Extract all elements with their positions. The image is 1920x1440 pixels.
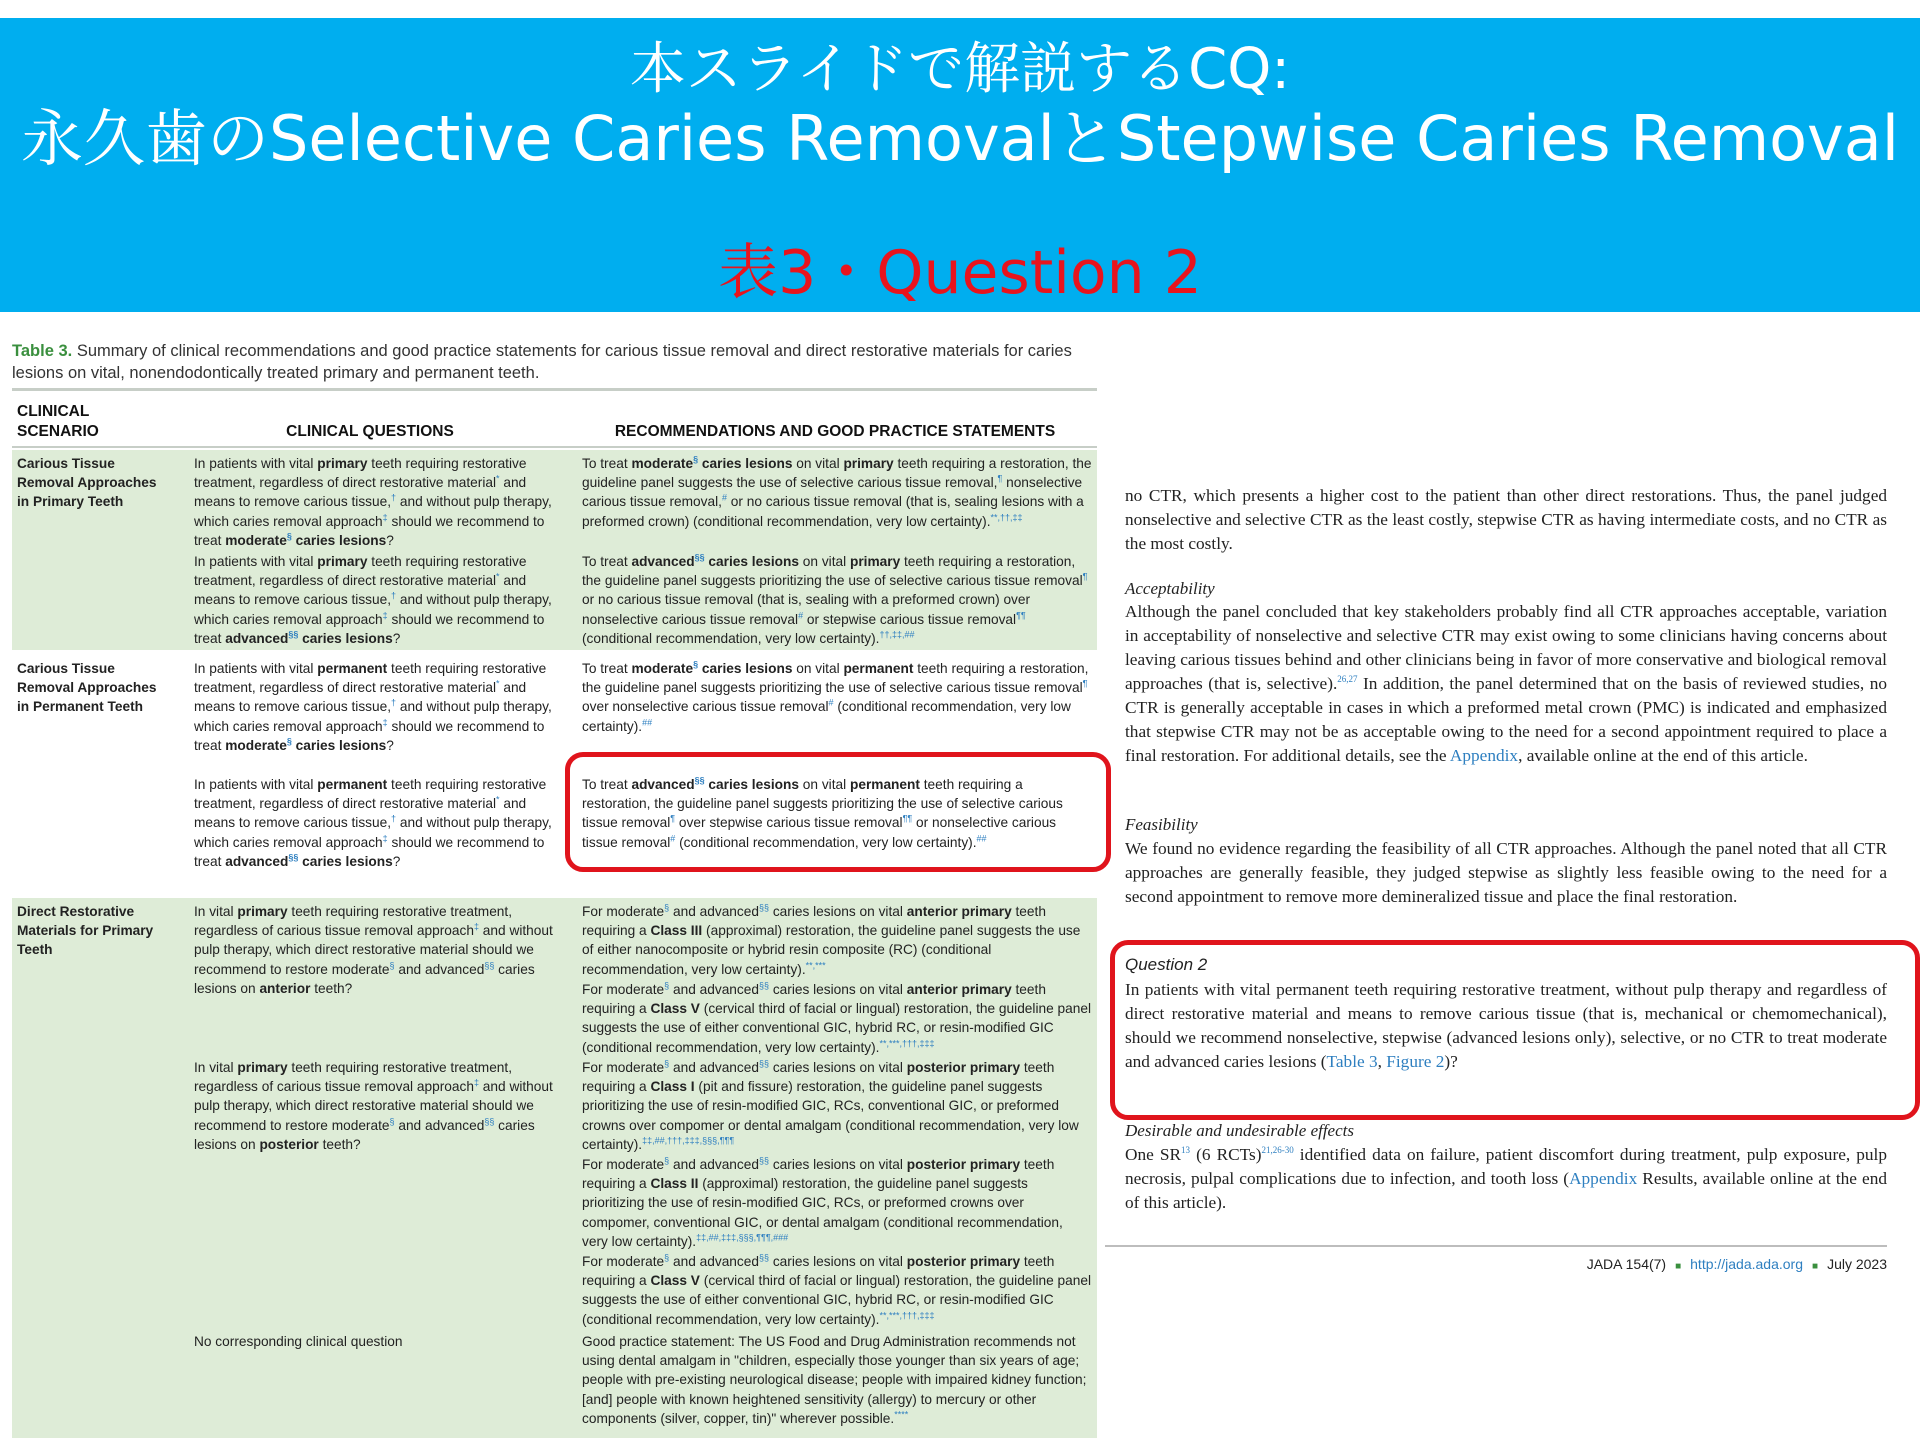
rec-anterior-class-v: For moderate§ and advanced§§ caries lesions on vital anterior primary teeth requiring a Class V (cervical third of facial or lingual) restoration, the guideline panel suggests the use of either conventional GIC, hybrid RC, or resin-modified GIC (conditional recommendation, very low certainty).**,***,†††,‡‡‡	[582, 980, 1092, 1055]
para-acceptability: Although the panel concluded that key stakeholders probably find all CTR approaches acceptable, variation in acceptability of nonselective and selective CTR may exist owing to some clinicians having concerns about leaving carious tissues behind and other clinicians being in favor of more conservative and biological removal approaches (that is, selective).$^{26,27}$ In addition, the panel determined that on the basis of reviewed studies, no CTR is generally acceptable in cases in which a preformed metal crown (PMC) is indicated and emphasized that stepwise CTR may not be as acceptable owing to the need for a second appointment required to place a final restoration. For additional details, see the Appendix, available online at the end of this article.	[1125, 602, 1887, 765]
page-footer	[1105, 1255, 1887, 1276]
question-restorative-anterior: In vital primary teeth requiring restorative treatment, regardless of carious tissue removal approach‡ and without pulp therapy, which direct restorative material should we recommend to restore moderate§ and advanced§§ caries lesions on anterior teeth?	[194, 904, 553, 996]
footer-url-link[interactable]: http://jada.ada.org	[1690, 1256, 1804, 1272]
para-question-2: In patients with vital permanent teeth requiring restorative treatment, without pulp therapy and regardless of direct restorative material and means to remove carious tissue (that is, mechanical or chemomechanical), should we recommend nonselective, stepwise (advanced lesions only), selective, or no CTR to treat moderate and advanced caries lesions (Table 3, Figure 2)?	[1125, 980, 1887, 1071]
rec-posterior-class-ii: For moderate§ and advanced§§ caries lesions on vital posterior primary teeth requiring a Class II (approximal) restoration, the guideline panel suggests prioritizing the use of resin-modified GIC, RCs, or preformed crowns over compomer, conventional GIC, or dental amalgam (conditional recommendation, very low certainty).‡‡,##,‡‡‡,§§§,¶¶¶,###	[582, 1155, 1063, 1249]
rec-posterior-class-i: For moderate§ and advanced§§ caries lesions on vital posterior primary teeth requiring a Class I (pit and fissure) restoration, the guideline panel suggests prioritizing the use of resin-modified GIC, RCs, conventional GIC, or preformed crowns over compomer or dental amalgam (conditional recommendation, very low certainty).‡‡,##,†††,‡‡‡,§§§,¶¶¶	[582, 1058, 1079, 1152]
rec-primary-moderate: To treat moderate§ caries lesions on vital primary teeth requiring a restoration, the guideline panel suggests the use of selective carious tissue removal,¶ nonselective carious tissue removal,# or no carious tissue removal (that is, sealing lesions with a preformed crown) (conditional recommendation, very low certainty).**,††,‡‡	[582, 454, 1092, 529]
para-effects: One SR$^{13}$ (6 RCTs)$^{21,26-30}$ identified data on failure, patient discomfort during treatment, pulp exposure, pulp necrosis, pulpal complications due to infection, and tooth loss (Appendix Results, available online at the end of this article).	[1125, 1145, 1887, 1212]
scenario-permanent-ctr: Carious Tissue Removal Approaches in Permanent Teeth	[17, 661, 157, 715]
banner-title-line1: 本スライドで解説するCQ:	[629, 37, 1291, 102]
square-bullet-icon: ■	[1675, 1261, 1682, 1272]
footer-rule	[1105, 1245, 1887, 1247]
header-recommendations: RECOMMENDATIONS AND GOOD PRACTICE STATEMENTS	[614, 423, 1056, 440]
para-cost: no CTR, which presents a higher cost to the patient than other direct restorations. Thus, the panel judged nonselective and selective CTR as the least costly, stepwise CTR as having intermediate costs, and no CTR as the most costly.	[1125, 486, 1887, 553]
heading-feasibility: Feasibility	[1125, 815, 1198, 834]
square-bullet-icon: ■	[1812, 1261, 1819, 1272]
question-restorative-posterior: In vital primary teeth requiring restorative treatment, regardless of carious tissue removal approach‡ and without pulp therapy, which direct restorative material should we recommend to restore moderate§ and advanced§§ caries lesions on posterior teeth?	[194, 1060, 553, 1152]
rec-anterior-class-iii: For moderate§ and advanced§§ caries lesions on vital anterior primary teeth requiring a Class III (approximal) restoration, the guideline panel suggests the use of either nanocomposite or hybrid resin composite (RC) (conditional recommendation, very low certainty).**,***	[582, 902, 1081, 977]
question-permanent-advanced: In patients with vital permanent teeth requiring restorative treatment, regardless of direct restorative material* and means to remove carious tissue,† and without pulp therapy, which caries removal approach‡ should we recommend to treat advanced§§ caries lesions?	[194, 777, 552, 869]
rec-posterior-class-v: For moderate§ and advanced§§ caries lesions on vital posterior primary teeth requiring a Class V (cervical third of facial or lingual) restoration, the guideline panel suggests the use of either conventional GIC, hybrid RC, or resin-modified GIC (conditional recommendation, very low certainty).**,***,†††,‡‡‡	[582, 1252, 1092, 1327]
question-primary-moderate: In patients with vital primary teeth requiring restorative treatment, regardless of direct restorative material* and means to remove carious tissue,† and without pulp therapy, which caries removal approach‡ should we recommend to treat moderate§ caries lesions?	[194, 456, 552, 548]
title-banner	[0, 18, 1920, 312]
table-caption-label: Table 3.	[12, 342, 73, 360]
rec-permanent-moderate: To treat moderate§ caries lesions on vital permanent teeth requiring a restoration, the guideline panel suggests prioritizing the use of selective carious tissue removal¶ over nonselective carious tissue removal# (conditional recommendation, very low certainty).##	[582, 659, 1089, 734]
highlight-box-question-2	[1110, 940, 1920, 1120]
table-top-rule	[12, 388, 1097, 391]
question-primary-advanced: In patients with vital primary teeth requiring restorative treatment, regardless of direct restorative material* and means to remove carious tissue,† and without pulp therapy, which caries removal approach‡ should we recommend to treat advanced§§ caries lesions?	[194, 554, 552, 646]
banner-subtitle: 表3・Question 2	[718, 238, 1202, 308]
highlight-box-table-recommendation	[565, 752, 1111, 872]
question-none: No corresponding clinical question	[194, 1334, 403, 1349]
rec-primary-advanced: To treat advanced§§ caries lesions on vital primary teeth requiring a restoration, the guideline panel suggests prioritizing the use of selective carious tissue removal¶ or no carious tissue removal (that is, sealing with a preformed crown) over nonselective carious tissue removal# or stepwise carious tissue removal¶¶ (conditional recommendation, very low certainty).††,‡‡,##	[582, 552, 1088, 646]
heading-acceptability: Acceptability	[1125, 579, 1215, 598]
table-caption-text: Summary of clinical recommendations and good practice statements for carious tissue removal and direct restorative materials for caries lesions on vital, nonendodontically treated primary and permanent teeth.	[12, 342, 1072, 382]
header-clinical-scenario: CLINICAL SCENARIO	[17, 403, 99, 440]
footer-journal: JADA 154(7)	[1586, 1256, 1667, 1272]
heading-effects: Desirable and undesirable effects	[1125, 1121, 1354, 1140]
table-caption	[12, 340, 1102, 384]
rec-good-practice-amalgam: Good practice statement: The US Food and Drug Administration recommends not using dental amalgam in "children, especially those younger than six years of age; people with pre-existing neurological disease; people with impaired kidney function; [and] people with known heightened sensitivity (allergy) to mercury or other components (silver, copper, tin)" wherever possible.****	[582, 1334, 1087, 1426]
footer-date: July 2023	[1827, 1256, 1887, 1272]
scenario-primary-ctr: Carious Tissue Removal Approaches in Primary Teeth	[17, 456, 157, 510]
scenario-restorative-primary: Direct Restorative Materials for Primary Teeth	[17, 904, 154, 958]
header-clinical-questions: CLINICAL QUESTIONS	[286, 423, 454, 440]
rec-permanent-advanced: To treat advanced§§ caries lesions on vital permanent teeth requiring a restoration, the guideline panel suggests prioritizing the use of selective carious tissue removal¶ over stepwise carious tissue removal¶¶ or nonselective carious tissue removal# (conditional recommendation, very low certainty).##	[582, 775, 1063, 850]
question-permanent-moderate: In patients with vital permanent teeth requiring restorative treatment, regardless of direct restorative material* and means to remove carious tissue,† and without pulp therapy, which caries removal approach‡ should we recommend to treat moderate§ caries lesions?	[194, 661, 552, 753]
banner-title-line2: 永久歯のSelective Caries RemovalとStepwise Caries Removal	[21, 102, 1899, 175]
para-feasibility: We found no evidence regarding the feasibility of all CTR approaches. Although the panel noted that all CTR approaches are generally feasible, they judged stepwise as slightly less feasible owing to the need for a second appointment to remove more demineralized tissue and place the final restoration.	[1125, 839, 1887, 906]
heading-question-2: Question 2	[1125, 955, 1208, 974]
table-header-rule	[12, 446, 1097, 448]
